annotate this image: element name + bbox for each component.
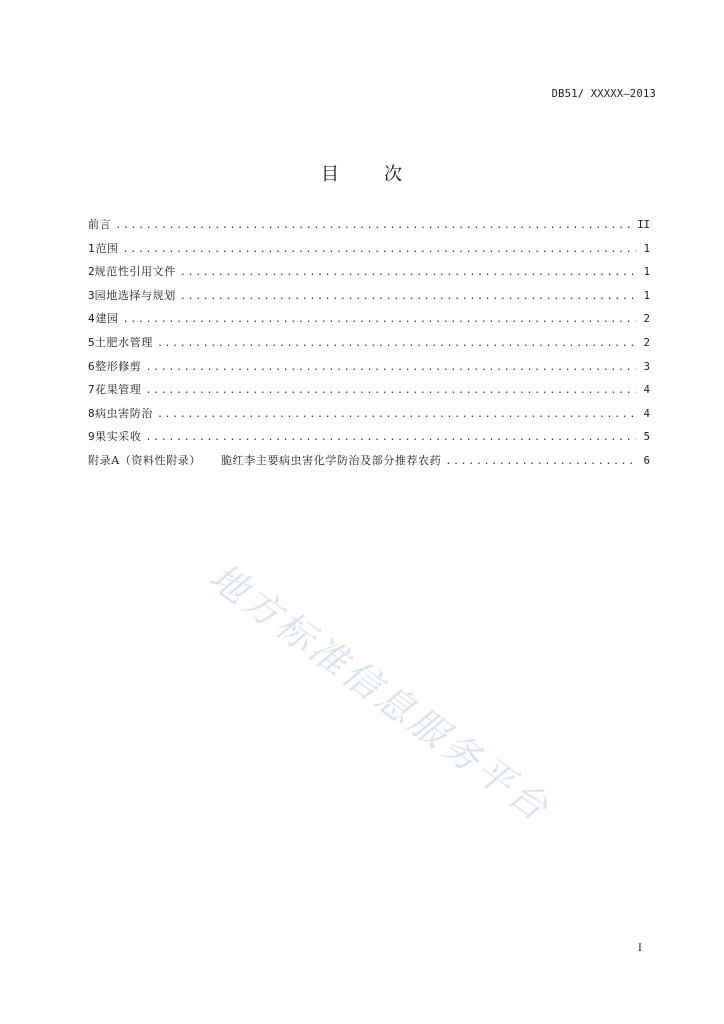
toc-entry-page: 4 xyxy=(643,384,650,397)
toc-entry-appendix-a[interactable] xyxy=(88,452,650,476)
table-of-contents xyxy=(88,216,650,476)
toc-entry-number: 9 xyxy=(88,430,95,444)
toc-entry-page: 2 xyxy=(643,313,650,326)
toc-entry-label: 规范性引用文件 xyxy=(94,265,176,279)
toc-entry-label: 附录A（资料性附录） xyxy=(88,453,201,467)
toc-entry-1[interactable] xyxy=(88,240,650,264)
toc-entry-page: 3 xyxy=(643,360,650,373)
toc-appendix-title: 脆红李主要病虫害化学防治及部分推荐农药 xyxy=(220,453,442,467)
toc-entry-label: 整形修剪 xyxy=(95,359,142,373)
toc-leader-dots xyxy=(445,456,636,467)
toc-leader-dots xyxy=(157,409,636,420)
toc-entry-number: 5 xyxy=(88,335,95,349)
toc-entry-number: 3 xyxy=(88,288,95,302)
toc-leader-dots xyxy=(180,267,636,278)
toc-entry-page: 2 xyxy=(643,336,650,349)
toc-entry-page: II xyxy=(637,219,650,231)
toc-entry-3[interactable] xyxy=(88,287,650,311)
toc-entry-number: 2 xyxy=(88,265,95,279)
toc-entry-label: 花果管理 xyxy=(95,383,142,397)
page-title-char-2: 次 xyxy=(384,164,403,185)
toc-entry-page: 5 xyxy=(643,431,650,444)
toc-leader-dots xyxy=(123,244,636,255)
toc-entry-foreword[interactable] xyxy=(88,216,650,240)
toc-entry-page: 1 xyxy=(643,289,650,302)
toc-entry-number: 8 xyxy=(88,406,95,420)
toc-entry-label: 前言 xyxy=(88,218,112,231)
toc-entry-8[interactable] xyxy=(88,405,650,429)
toc-leader-dots xyxy=(115,220,633,231)
toc-entry-6[interactable] xyxy=(88,358,650,382)
toc-leader-dots xyxy=(146,432,636,443)
toc-entry-4[interactable] xyxy=(88,310,650,334)
toc-entry-number: 6 xyxy=(88,359,95,373)
watermark: 地方标准信息服务平台 xyxy=(201,554,559,831)
toc-leader-dots xyxy=(180,291,636,302)
toc-entry-5[interactable] xyxy=(88,334,650,358)
toc-entry-label: 病虫害防治 xyxy=(94,406,153,420)
toc-entry-label: 范围 xyxy=(95,241,119,255)
toc-entry-page: 4 xyxy=(643,407,650,420)
toc-entry-number: 1 xyxy=(88,241,95,255)
toc-entry-number: 4 xyxy=(88,312,95,326)
toc-entry-7[interactable] xyxy=(88,381,650,405)
toc-entry-label: 土肥水管理 xyxy=(94,335,153,349)
toc-leader-dots xyxy=(157,338,636,349)
toc-entry-label: 园地选择与规划 xyxy=(94,288,176,302)
toc-entry-page: 1 xyxy=(643,266,650,279)
toc-entry-page: 1 xyxy=(643,242,650,255)
page-title xyxy=(0,160,724,186)
toc-entry-2[interactable] xyxy=(88,263,650,287)
toc-entry-label: 建园 xyxy=(95,312,119,326)
toc-leader-dots xyxy=(123,314,636,325)
toc-entry-9[interactable] xyxy=(88,428,650,452)
page-title-char-1: 目 xyxy=(321,164,340,185)
toc-leader-dots xyxy=(146,362,636,373)
toc-leader-dots xyxy=(146,385,636,396)
document-code: DB51/ XXXXX—2013 xyxy=(551,88,656,100)
toc-entry-number: 7 xyxy=(88,383,95,397)
toc-entry-label: 果实采收 xyxy=(95,430,142,444)
page-number: I xyxy=(637,942,642,954)
toc-entry-page: 6 xyxy=(643,454,650,467)
